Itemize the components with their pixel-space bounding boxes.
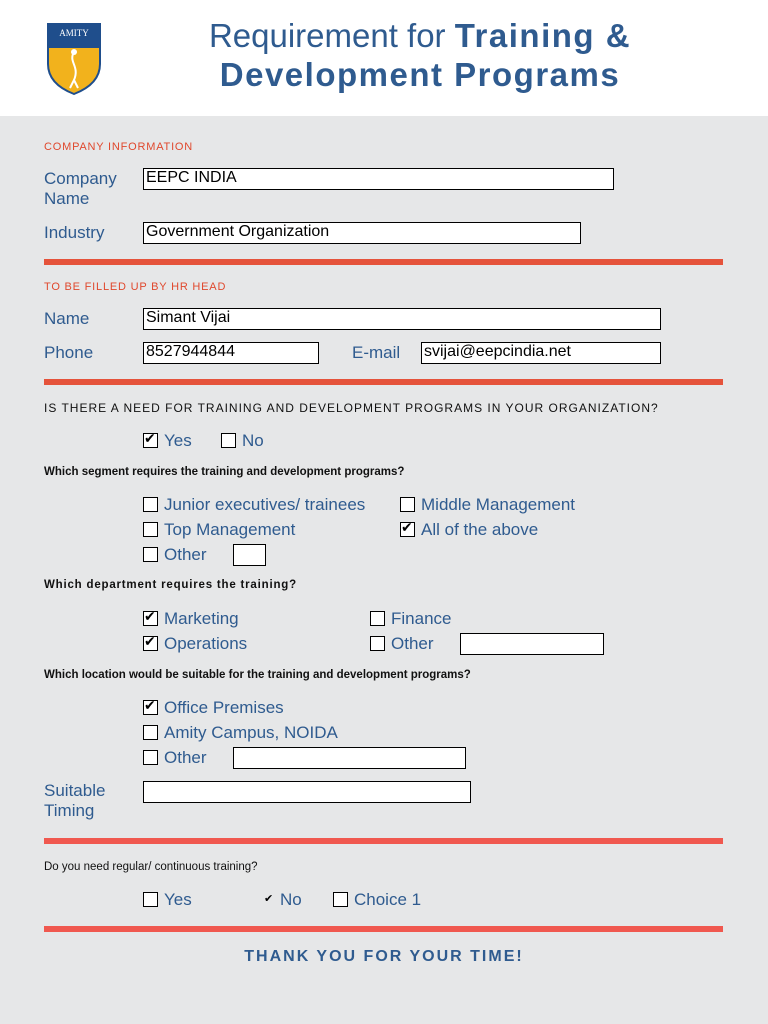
section-divider: [44, 379, 723, 385]
regular-choice1-checkbox[interactable]: [333, 892, 348, 907]
header: [0, 0, 768, 116]
amity-logo-icon: [46, 22, 102, 96]
segment-all-label: All of the above: [421, 520, 539, 539]
regular-no-checkmark-icon[interactable]: ✔: [264, 892, 274, 905]
phone-field[interactable]: 8527944844: [143, 342, 319, 364]
need-no-checkbox[interactable]: [221, 433, 236, 448]
dept-other-field[interactable]: [460, 633, 604, 655]
location-question: Which location would be suitable for the training and development programs?: [44, 669, 471, 681]
company-info-heading: COMPANY INFORMATION: [44, 141, 194, 153]
segment-other-field[interactable]: [233, 544, 266, 566]
segment-other-label: Other: [164, 545, 207, 564]
regular-yes-checkbox[interactable]: [143, 892, 158, 907]
industry-label: Industry: [44, 223, 105, 242]
dept-marketing-label: Marketing: [164, 609, 239, 628]
svg-text:AMITY: AMITY: [59, 28, 89, 38]
regular-question: Do you need regular/ continuous training?: [44, 861, 258, 873]
email-field[interactable]: svijai@eepcindia.net: [421, 342, 661, 364]
need-no-label: No: [242, 431, 264, 450]
timing-field[interactable]: [143, 781, 471, 803]
dept-other-label: Other: [391, 634, 434, 653]
dept-other-checkbox[interactable]: [370, 636, 385, 651]
need-yes-checkbox[interactable]: [143, 433, 158, 448]
regular-no-label: No: [280, 890, 302, 909]
segment-middle-label: Middle Management: [421, 495, 576, 514]
regular-yes-label: Yes: [164, 890, 192, 909]
company-name-field[interactable]: EEPC INDIA: [143, 168, 614, 190]
section-divider: [44, 926, 723, 932]
segment-other-checkbox[interactable]: [143, 547, 158, 562]
page-title-line2: Development Programs: [219, 56, 621, 93]
loc-office-label: Office Premises: [164, 698, 284, 717]
segment-question: Which segment requires the training and development programs?: [44, 466, 405, 478]
page-title-line1: Requirement for Training &: [208, 17, 632, 54]
loc-amity-checkbox[interactable]: [143, 725, 158, 740]
loc-office-checkbox[interactable]: [143, 700, 158, 715]
email-label: E-mail: [352, 343, 401, 362]
regular-choice1-label: Choice 1: [354, 890, 422, 909]
industry-field[interactable]: Government Organization: [143, 222, 581, 244]
section-divider: [44, 259, 723, 265]
need-question: IS THERE A NEED FOR TRAINING AND DEVELOPMENT PROGRAMS IN YOUR ORGANIZATION?: [44, 401, 659, 415]
company-name-label: Company Name: [44, 169, 117, 208]
hr-head-heading: TO BE FILLED UP BY HR HEAD: [44, 281, 227, 293]
segment-top-checkbox[interactable]: [143, 522, 158, 537]
section-divider: [44, 838, 723, 844]
phone-label: Phone: [44, 343, 94, 362]
segment-junior-checkbox[interactable]: [143, 497, 158, 512]
segment-junior-label: Junior executives/ trainees: [164, 495, 366, 514]
name-field[interactable]: Simant Vijai: [143, 308, 661, 330]
thank-you-message: THANK YOU FOR YOUR TIME!: [244, 948, 524, 965]
department-question: Which department requires the training?: [44, 579, 297, 591]
dept-marketing-checkbox[interactable]: [143, 611, 158, 626]
loc-other-checkbox[interactable]: [143, 750, 158, 765]
dept-operations-checkbox[interactable]: [143, 636, 158, 651]
loc-amity-label: Amity Campus, NOIDA: [164, 723, 338, 742]
name-label: Name: [44, 309, 90, 328]
loc-other-field[interactable]: [233, 747, 466, 769]
need-yes-label: Yes: [164, 431, 192, 450]
segment-all-checkbox[interactable]: [400, 522, 415, 537]
dept-finance-checkbox[interactable]: [370, 611, 385, 626]
dept-finance-label: Finance: [391, 609, 452, 628]
timing-label: Suitable Timing: [44, 781, 106, 820]
segment-top-label: Top Management: [164, 520, 296, 539]
dept-operations-label: Operations: [164, 634, 248, 653]
loc-other-label: Other: [164, 748, 207, 767]
segment-middle-checkbox[interactable]: [400, 497, 415, 512]
